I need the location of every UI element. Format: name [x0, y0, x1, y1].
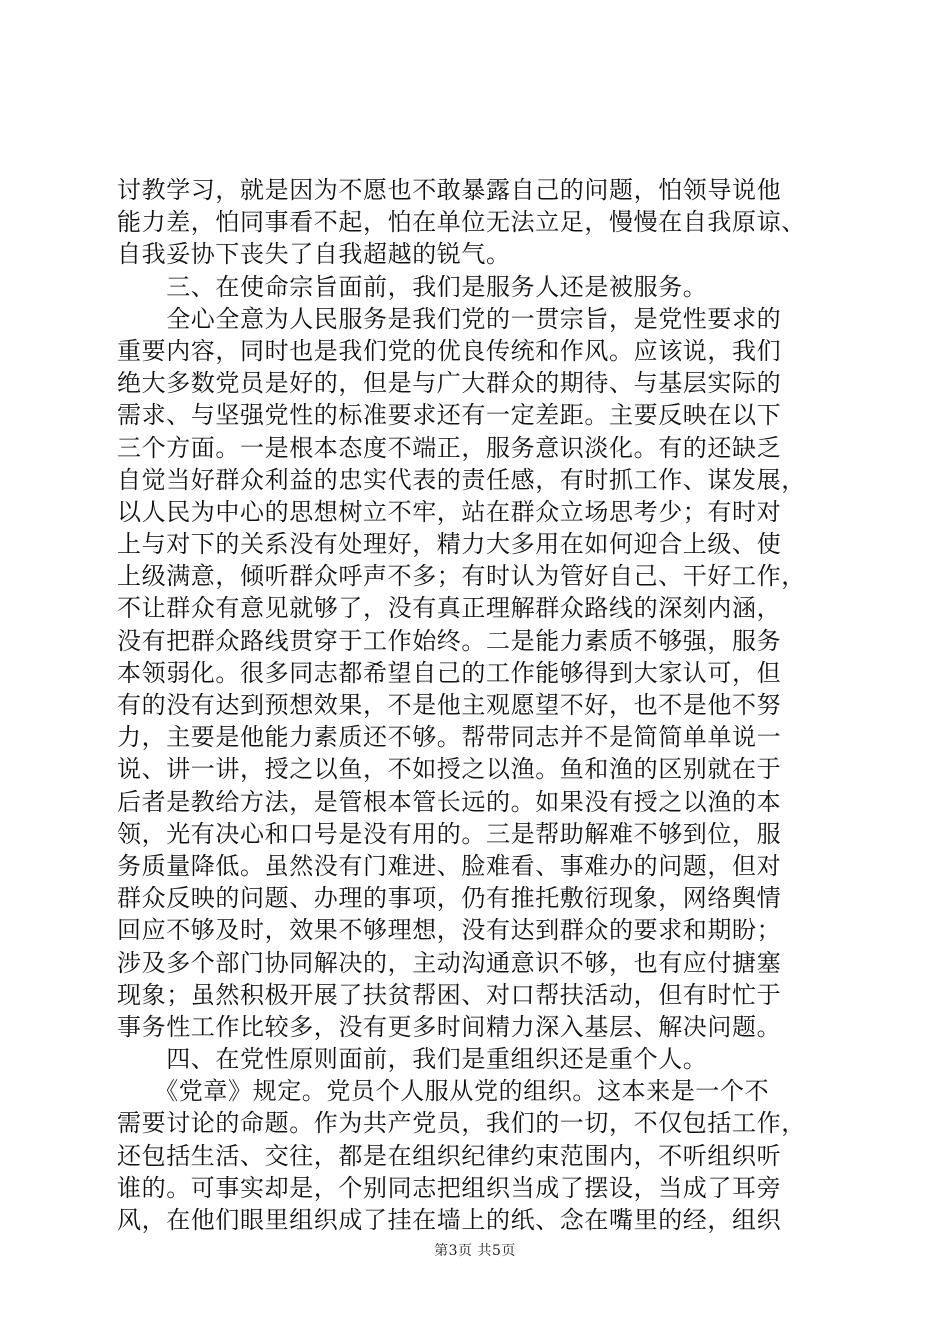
- text-line: 现象；虽然积极开展了扶贫帮困、对口帮扶活动，但有时忙于: [117, 980, 782, 1009]
- text-line: 后者是教给方法，是管根本管长远的。如果没有授之以渔的本: [117, 787, 782, 816]
- text-line: 自我妥协下丧失了自我超越的锐气。: [117, 240, 511, 269]
- text-line: 绝大多数党员是好的，但是与广大群众的期待、与基层实际的: [117, 369, 782, 398]
- text-line: 讨教学习，就是因为不愿也不敢暴露自己的问题，怕领导说他: [117, 176, 782, 204]
- text-line: 回应不够及时，效果不够理想，没有达到群众的要求和期盼；: [117, 916, 782, 945]
- text-line: 自觉当好群众利益的忠实代表的责任感，有时抓工作、谋发展，: [117, 465, 806, 494]
- text-line: 力，主要是他能力素质还不够。帮带同志并不是简简单单说一: [117, 723, 782, 752]
- document-body: [117, 174, 833, 1236]
- text-line: 需要讨论的命题。作为共产党员，我们的一切，不仅包括工作，: [117, 1109, 806, 1138]
- text-line: 风，在他们眼里组织成了挂在墙上的纸、念在嘴里的经，组织: [117, 1206, 782, 1234]
- text-line: 事务性工作比较多，没有更多时间精力深入基层、解决问题。: [117, 1012, 782, 1041]
- text-line: 不让群众有意见就够了，没有真正理解群众路线的深刻内涵，: [117, 594, 782, 623]
- text-line: 务质量降低。虽然没有门难进、脸难看、事难办的问题，但对: [117, 851, 782, 880]
- text-line: 涉及多个部门协同解决的，主动沟通意识不够，也有应付搪塞: [117, 948, 782, 977]
- text-line: 重要内容，同时也是我们党的优良传统和作风。应该说，我们: [117, 336, 782, 365]
- text-line: 谁的。可事实却是，个别同志把组织当成了摆设，当成了耳旁: [117, 1173, 782, 1202]
- text-line: 还包括生活、交往，都是在组织纪律约束范围内，不听组织听: [117, 1141, 782, 1170]
- text-line: 三个方面。一是根本态度不端正，服务意识淡化。有的还缺乏: [117, 433, 782, 462]
- text-line: 《党章》规定。党员个人服从党的组织。这本来是一个不: [117, 1077, 770, 1106]
- text-line: 本领弱化。很多同志都希望自己的工作能够得到大家认可，但: [117, 658, 782, 687]
- text-line: 上级满意，倾听群众呼声不多；有时认为管好自己、干好工作，: [117, 562, 806, 591]
- text-line: 说、讲一讲，授之以鱼，不如授之以渔。鱼和渔的区别就在于: [117, 755, 782, 784]
- page-number-footer: 第3页 共5页: [434, 1243, 516, 1259]
- section-heading: 四、在党性原则面前，我们是重组织还是重个人。: [117, 1045, 708, 1074]
- text-line: 能力差，怕同事看不起，怕在单位无法立足，慢慢在自我原谅、: [117, 208, 806, 237]
- text-line: 以人民为中心的思想树立不牢，站在群众立场思考少；有时对: [117, 497, 782, 526]
- text-line: 有的没有达到预想效果，不是他主观愿望不好，也不是他不努: [117, 691, 782, 719]
- text-line: 上与对下的关系没有处理好，精力大多用在如何迎合上级、使: [117, 530, 782, 559]
- text-line: 全心全意为人民服务是我们党的一贯宗旨，是党性要求的: [117, 304, 782, 333]
- text-line: 领，光有决心和口号是没有用的。三是帮助解难不够到位，服: [117, 819, 782, 848]
- text-line: 群众反映的问题、办理的事项，仍有推托敷衍现象，网络舆情: [117, 884, 782, 913]
- text-line: 需求、与坚强党性的标准要求还有一定差距。主要反映在以下: [117, 401, 782, 430]
- section-heading: 三、在使命宗旨面前，我们是服务人还是被服务。: [117, 272, 708, 301]
- text-line: 没有把群众路线贯穿于工作始终。二是能力素质不够强，服务: [117, 626, 782, 655]
